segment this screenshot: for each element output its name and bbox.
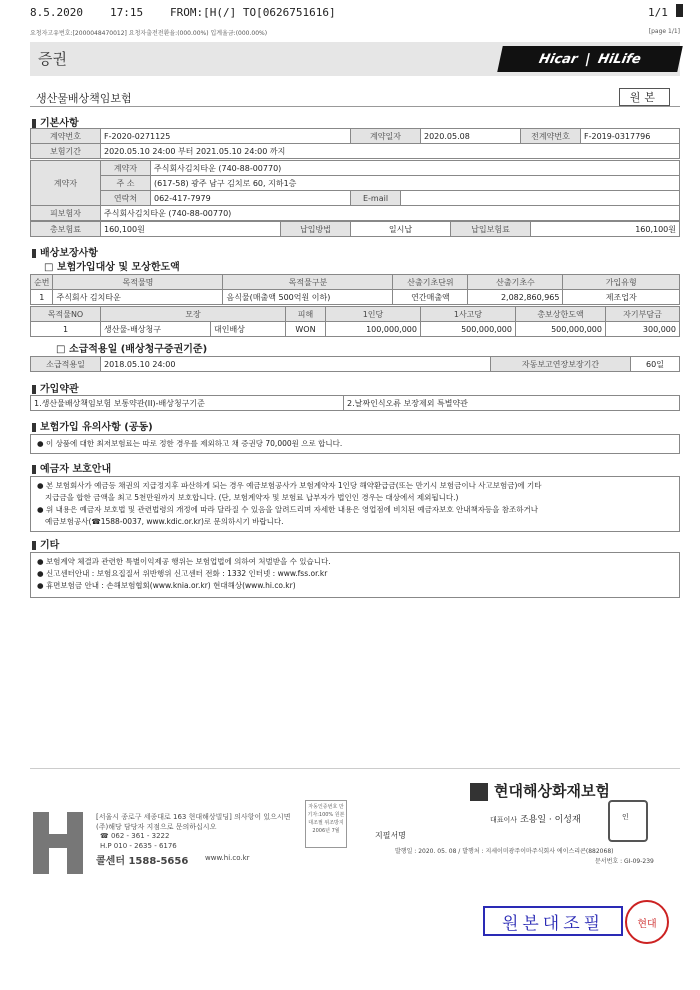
target-table: 순번 목적물명 목적물구분 산출기초단위 산출기초수 가입유형 1 주식회사 김치타운 음식물(매출액 500억원 이하) 연간매출액 2,082,860,965 제조업자 [30,274,680,305]
fax-mark [676,4,683,17]
brand-logo: Hicar | HiLife [497,46,683,72]
insured-name: 주식회사김치타운 (740-88-00770) [101,206,680,221]
notice-box: ● 이 상품에 대한 최저보험료는 따로 정한 경우를 제외하고 채 증권당 70,000원 으로 합니다. [30,434,680,454]
holder-contact: 062-417-7979 [151,191,351,206]
doc-number: 문서번호 : GI-09-239 [595,858,654,865]
contract-no: F-2020-0271125 [101,129,351,144]
company-logo-icon [470,783,488,801]
insurance-period: 2020.05.10 24:00 부터 2021.05.10 24:00 까지 [101,144,680,159]
footer-callcenter: 콜센터 1588-5656 [96,856,189,867]
footer-address: [서울시 종로구 세종대로 163 현대해상빌딩] 의사항이 있으시면 (주)해당 담당자 지점으로 문의하십시오 [96,813,291,831]
basic-table: 계약번호 F-2020-0271125 계약일자 2020.05.08 전계약번호 F-2019-0317796 보험기간 2020.05.10 24:00 부터 2021.05.10 24:00 까지 [30,128,680,159]
logo-hicar: Hicar [537,51,580,67]
paid-premium: 160,100원 [531,222,680,237]
fax-time: 17:15 [110,6,144,19]
section-bullet-icon [32,541,36,550]
footer-url: www.hi.co.kr [205,854,250,862]
approval-stamp: 자동인증번호 만기자:100% 원본대조필 위조방지 2006년 7월 [305,800,347,848]
footer-hp: H.P 010 - 2635 - 6176 [100,842,177,850]
retro-sub: □ 소급적용일 (배상청구증권기준) [56,344,208,355]
original-verified-stamp: 원본대조필 [483,906,623,936]
holder-table: 계약자 계약자 주식회사김치타운 (740-88-00770) 주 소 (617-58) 광주 남구 김치로 60, 지하1층 연락처 062-417-7979 E-mail 피보험자 주식회사김치타운 (740-88-00770) [30,160,680,221]
auto-period: 60일 [631,357,680,372]
section-bullet-icon [32,119,36,128]
term-1: 1.생산물배상책임보험 보통약관(II)-배상청구기준 [31,396,344,411]
term-2: 2.날짜인식오류 보장제외 특별약관 [344,396,680,411]
pay-method: 일시납 [351,222,451,237]
meta-left: 요청자고유번호:[2000048470012] 요청자출전전환율:(000.00%) 입계율금:(000.00%) [30,30,268,37]
section-bullet-icon [32,465,36,474]
protect-box: ● 본 보험회사가 예금등 채권의 지급정지후 파산하게 되는 경우 예금보험공사가 보험계약자 1인당 해약환급금(또는 만기시 보험금이나 사고보험금)에 기타 지급금을 합한 금액을 최고 5천만원까지 보호합니다. (단, 보험계약자 및 보험료 납부자가 법인인 경우는 대상에서 제외됩니다.) ● 위 내용은 예금자 보호법 및 관련법령의 개정에 따라 달라질 수 있음을 알려드리며 자세한 내용은 영업점에 비치된 예금자보호 안내책자등을 참조하거나 예금보험공사(☎1588-0037, www.kdic.or.kr)로 문의하시기 바랍니다. [30,476,680,532]
sign-label: 지필서명 [375,831,406,840]
company-seal: 인 [608,800,648,842]
footer-tel: ☎ 062 - 361 - 3222 [100,832,170,840]
section-terms: 가입약관 [32,380,79,395]
holder-address: (617-58) 광주 남구 김치로 60, 지하1층 [151,176,680,191]
original-badge: 원본 [619,88,670,106]
section-etc: 기타 [32,536,59,551]
section-protect: 예금자 보호안내 [32,460,111,475]
section-bullet-icon [32,423,36,432]
premium-table: 총보험료 160,100원 납입방법 일시납 납입보험료 160,100원 [30,221,680,237]
premium: 160,100원 [101,222,281,237]
holder-email [401,191,680,206]
doc-keyword: 증권 [38,50,67,68]
fax-page: 1/1 [648,6,668,19]
doc-header [30,42,680,76]
section-notice: 보험가입 유의사항 (공동) [32,418,153,433]
doc-title: 생산물배상책임보험 [36,92,132,105]
fax-date: 8.5.2020 [30,6,83,19]
terms-table [30,395,680,411]
retro-table: 소급적용일 2018.05.10 24:00 자동보고연장보장기간 60일 [30,356,680,372]
limit-table: 목적물NO 모장 피해 1인당 1사고당 총보상한도액 자기부담금 1 생산물-배상청구 대인배상 WON 100,000,000 500,000,000 500,000,000 300,000 [30,306,680,337]
section-coverage: 배상보장사항 [32,244,98,259]
company-name: 현대해상화재보험 [470,780,610,801]
etc-box: ● 보험계약 체결과 관련한 특별이익제공 행위는 보험업법에 의하여 처벌받을 수 있습니다. ● 신고센터안내 : 보험요집질서 위반행위 신고센터 전화 : 1332 인터넷 : www.fss.or.kr ● 휴면보험금 안내 : 손해보험협회(www.knia.or.kr) 현대해상(www.hi.co.kr) [30,552,680,598]
section-bullet-icon [32,385,36,394]
holder-name: 주식회사김치타운 (740-88-00770) [151,161,680,176]
fax-from: FROM:[H(/] TO[0626751616] [170,6,336,19]
section-basic: 기본사항 [32,114,79,129]
issue-line: 발행일 : 2020. 05. 08 / 발행처 : 지세이미광주이마주식회사 에이스리콘(882068) [395,848,614,855]
red-seal: 현대 [625,900,669,944]
meta-line [30,28,680,37]
logo-hilife: HiLife [596,51,643,67]
ceo-line: 대표이사 조용일 · 이성재 [490,815,581,825]
section-bullet-icon [32,249,36,258]
retro-date: 2018.05.10 24:00 [101,357,491,372]
h-logo-icon [33,812,88,874]
fax-header [0,0,700,22]
table-row: 1 주식회사 김치타운 음식물(매출액 500억원 이하) 연간매출액 2,082,860,965 제조업자 [31,290,680,305]
title-bar [30,90,680,107]
meta-right: [page 1/1] [648,28,680,35]
contract-date: 2020.05.08 [421,129,521,144]
table-row: 1 생산물-배상청구 대인배상 WON 100,000,000 500,000,000 500,000,000 300,000 [31,322,680,337]
coverage-sub: □ 보험가입대상 및 모상한도액 [44,262,180,273]
prev-contract: F-2019-0317796 [581,129,680,144]
footer-divider [30,768,680,769]
